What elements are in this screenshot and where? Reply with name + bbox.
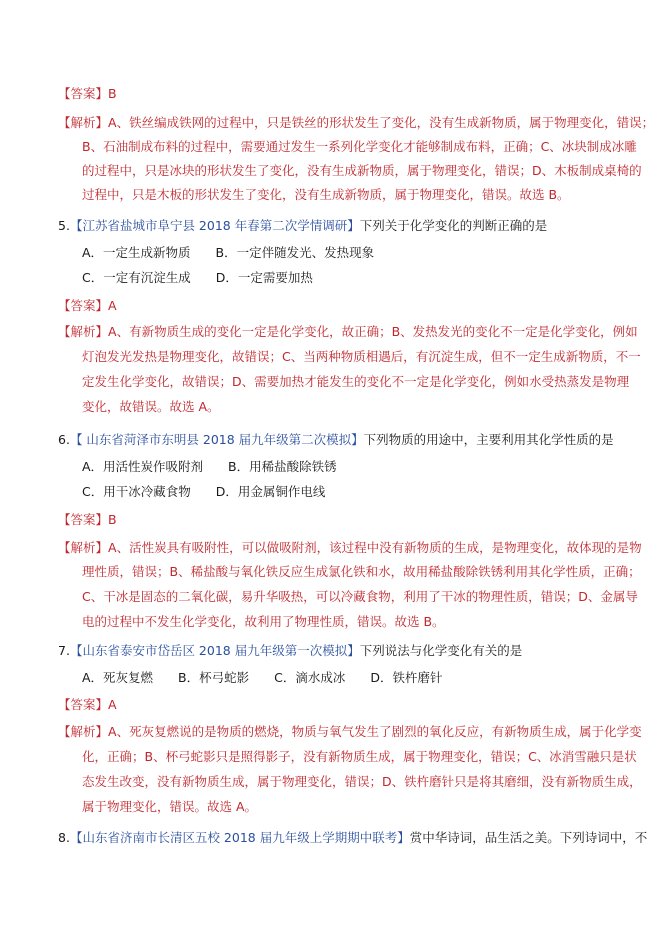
q6-analysis-line-3: C、干冰是固态的二氧化碳，易升华吸热，可以冷藏食物，利用了干冰的物理性质，错误；D、金属导 xyxy=(82,589,638,604)
q7-analysis-line-3: 态发生改变，没有新物质生成，属于物理变化，错误；D、铁杵磨针只是将其磨细，没有新物质生成， xyxy=(82,774,642,789)
q4-analysis-line-1: 【解析】A、铁丝编成铁网的过程中，只是铁丝的形状发生了变化，没有生成新物质，属于物理变化，错误； xyxy=(58,115,655,130)
q7-question xyxy=(58,643,522,659)
q5-analysis-line-4: 变化，故错误。故选 A。 xyxy=(82,399,220,414)
q6-analysis-line-4: 电的过程中不发生化学变化，故利用了物理性质，错误。故选 B。 xyxy=(82,614,445,629)
answer-value: B xyxy=(108,512,117,527)
analysis-label: 【解析】 xyxy=(58,115,109,130)
q5-analysis-line-3: 定发生化学变化，故错误；D、需要加热才能发生的变化不一定是化学变化，例如水受热蒸发是物理 xyxy=(82,374,630,389)
answer-value: B xyxy=(108,86,117,101)
answer-label: 【答案】 xyxy=(58,697,109,712)
q7-analysis-line-2: 化，正确；B、杯弓蛇影只是照得影子，没有新物质生成，属于物理变化，错误；C、冰消雪融只是状 xyxy=(82,749,637,764)
analysis-label: 【解析】 xyxy=(58,724,109,739)
q7-analysis-line-1: 【解析】A、死灰复燃说的是物质的燃烧，物质与氧气发生了剧烈的氧化反应，有新物质生成，属于化学变 xyxy=(58,724,642,739)
q5-options-row-2: C．一定有沉淀生成 D．一定需要加热 xyxy=(82,270,313,285)
q4-analysis-line-2: B、石油制成布料的过程中，需要通过发生一系列化学变化才能够制成布料，正确；C、冰块制成冰雕 xyxy=(82,139,637,154)
q5-options-row-1: A．一定生成新物质 B．一定伴随发光、发热现象 xyxy=(82,245,375,260)
q4-answer xyxy=(58,86,117,102)
question-source: 【山东省济南市长清区五校 2018 届九年级上学期期中联考】 xyxy=(69,830,410,845)
question-number: 7. xyxy=(58,643,70,658)
question-number: 5. xyxy=(58,218,70,233)
question-stem: 下列说法与化学变化有关的是 xyxy=(359,643,523,658)
question-number: 6. xyxy=(58,432,70,447)
answer-value: A xyxy=(108,298,117,313)
q5-analysis-line-2: 灯泡发光发热是物理变化，故错误；C、当两种物质相遇后，有沉淀生成，但不一定生成新物质，不一 xyxy=(82,349,641,364)
answer-value: A xyxy=(108,697,117,712)
answer-label: 【答案】 xyxy=(58,298,109,313)
analysis-label: 【解析】 xyxy=(58,540,109,555)
answer-label: 【答案】 xyxy=(58,86,109,101)
question-number: 8. xyxy=(58,830,70,845)
question-stem: 下列物质的用途中，主要利用其化学性质的是 xyxy=(363,432,614,447)
q8-question xyxy=(58,830,647,846)
question-stem: 赏中华诗词，品生活之美。下列诗词中，不 xyxy=(409,830,648,845)
q4-analysis-line-3: 的过程中，只是冰块的形状发生了变化，没有生成新物质，属于物理变化，错误；D、木板制成桌椅的 xyxy=(82,163,642,178)
q6-options-row-1: A．用活性炭作吸附剂 B．用稀盐酸除铁锈 xyxy=(82,459,337,474)
question-source: 【 山东省菏泽市东明县 2018 届九年级第二次模拟】 xyxy=(69,432,364,447)
q5-question xyxy=(58,218,547,234)
answer-label: 【答案】 xyxy=(58,512,109,527)
q6-answer xyxy=(58,512,117,528)
question-source: 【山东省泰安市岱岳区 2018 届九年级第一次模拟】 xyxy=(69,643,360,658)
q6-analysis-line-2: 理性质，错误；B、稀盐酸与氧化铁反应生成氯化铁和水，故用稀盐酸除铁锈利用其化学性质，正确； xyxy=(82,564,641,579)
question-source: 【江苏省盐城市阜宁县 2018 年春第二次学情调研】 xyxy=(69,218,360,233)
analysis-label: 【解析】 xyxy=(58,324,109,339)
q6-question xyxy=(58,432,614,448)
q5-analysis-line-1: 【解析】A、有新物质生成的变化一定是化学变化，故正确；B、发热发光的变化不一定是化学变化，例如 xyxy=(58,324,638,339)
question-stem: 下列关于化学变化的判断正确的是 xyxy=(359,218,548,233)
q7-analysis-line-4: 属于物理变化，错误。故选 A。 xyxy=(82,799,258,814)
q7-answer xyxy=(58,697,117,713)
q4-analysis-line-4: 过程中，只是木板的形状发生了变化，没有生成新物质，属于物理变化，错误。故选 B。 xyxy=(82,187,570,202)
q7-options-row-1: A．死灰复燃 B．杯弓蛇影 C．滴水成冰 D．铁杵磨针 xyxy=(82,670,443,685)
q6-options-row-2: C．用干冰冷藏食物 D．用金属铜作电线 xyxy=(82,484,326,499)
q5-answer xyxy=(58,298,117,314)
q6-analysis-line-1: 【解析】A、活性炭具有吸附性，可以做吸附剂，该过程中没有新物质的生成，是物理变化，故体现的是物 xyxy=(58,540,642,555)
